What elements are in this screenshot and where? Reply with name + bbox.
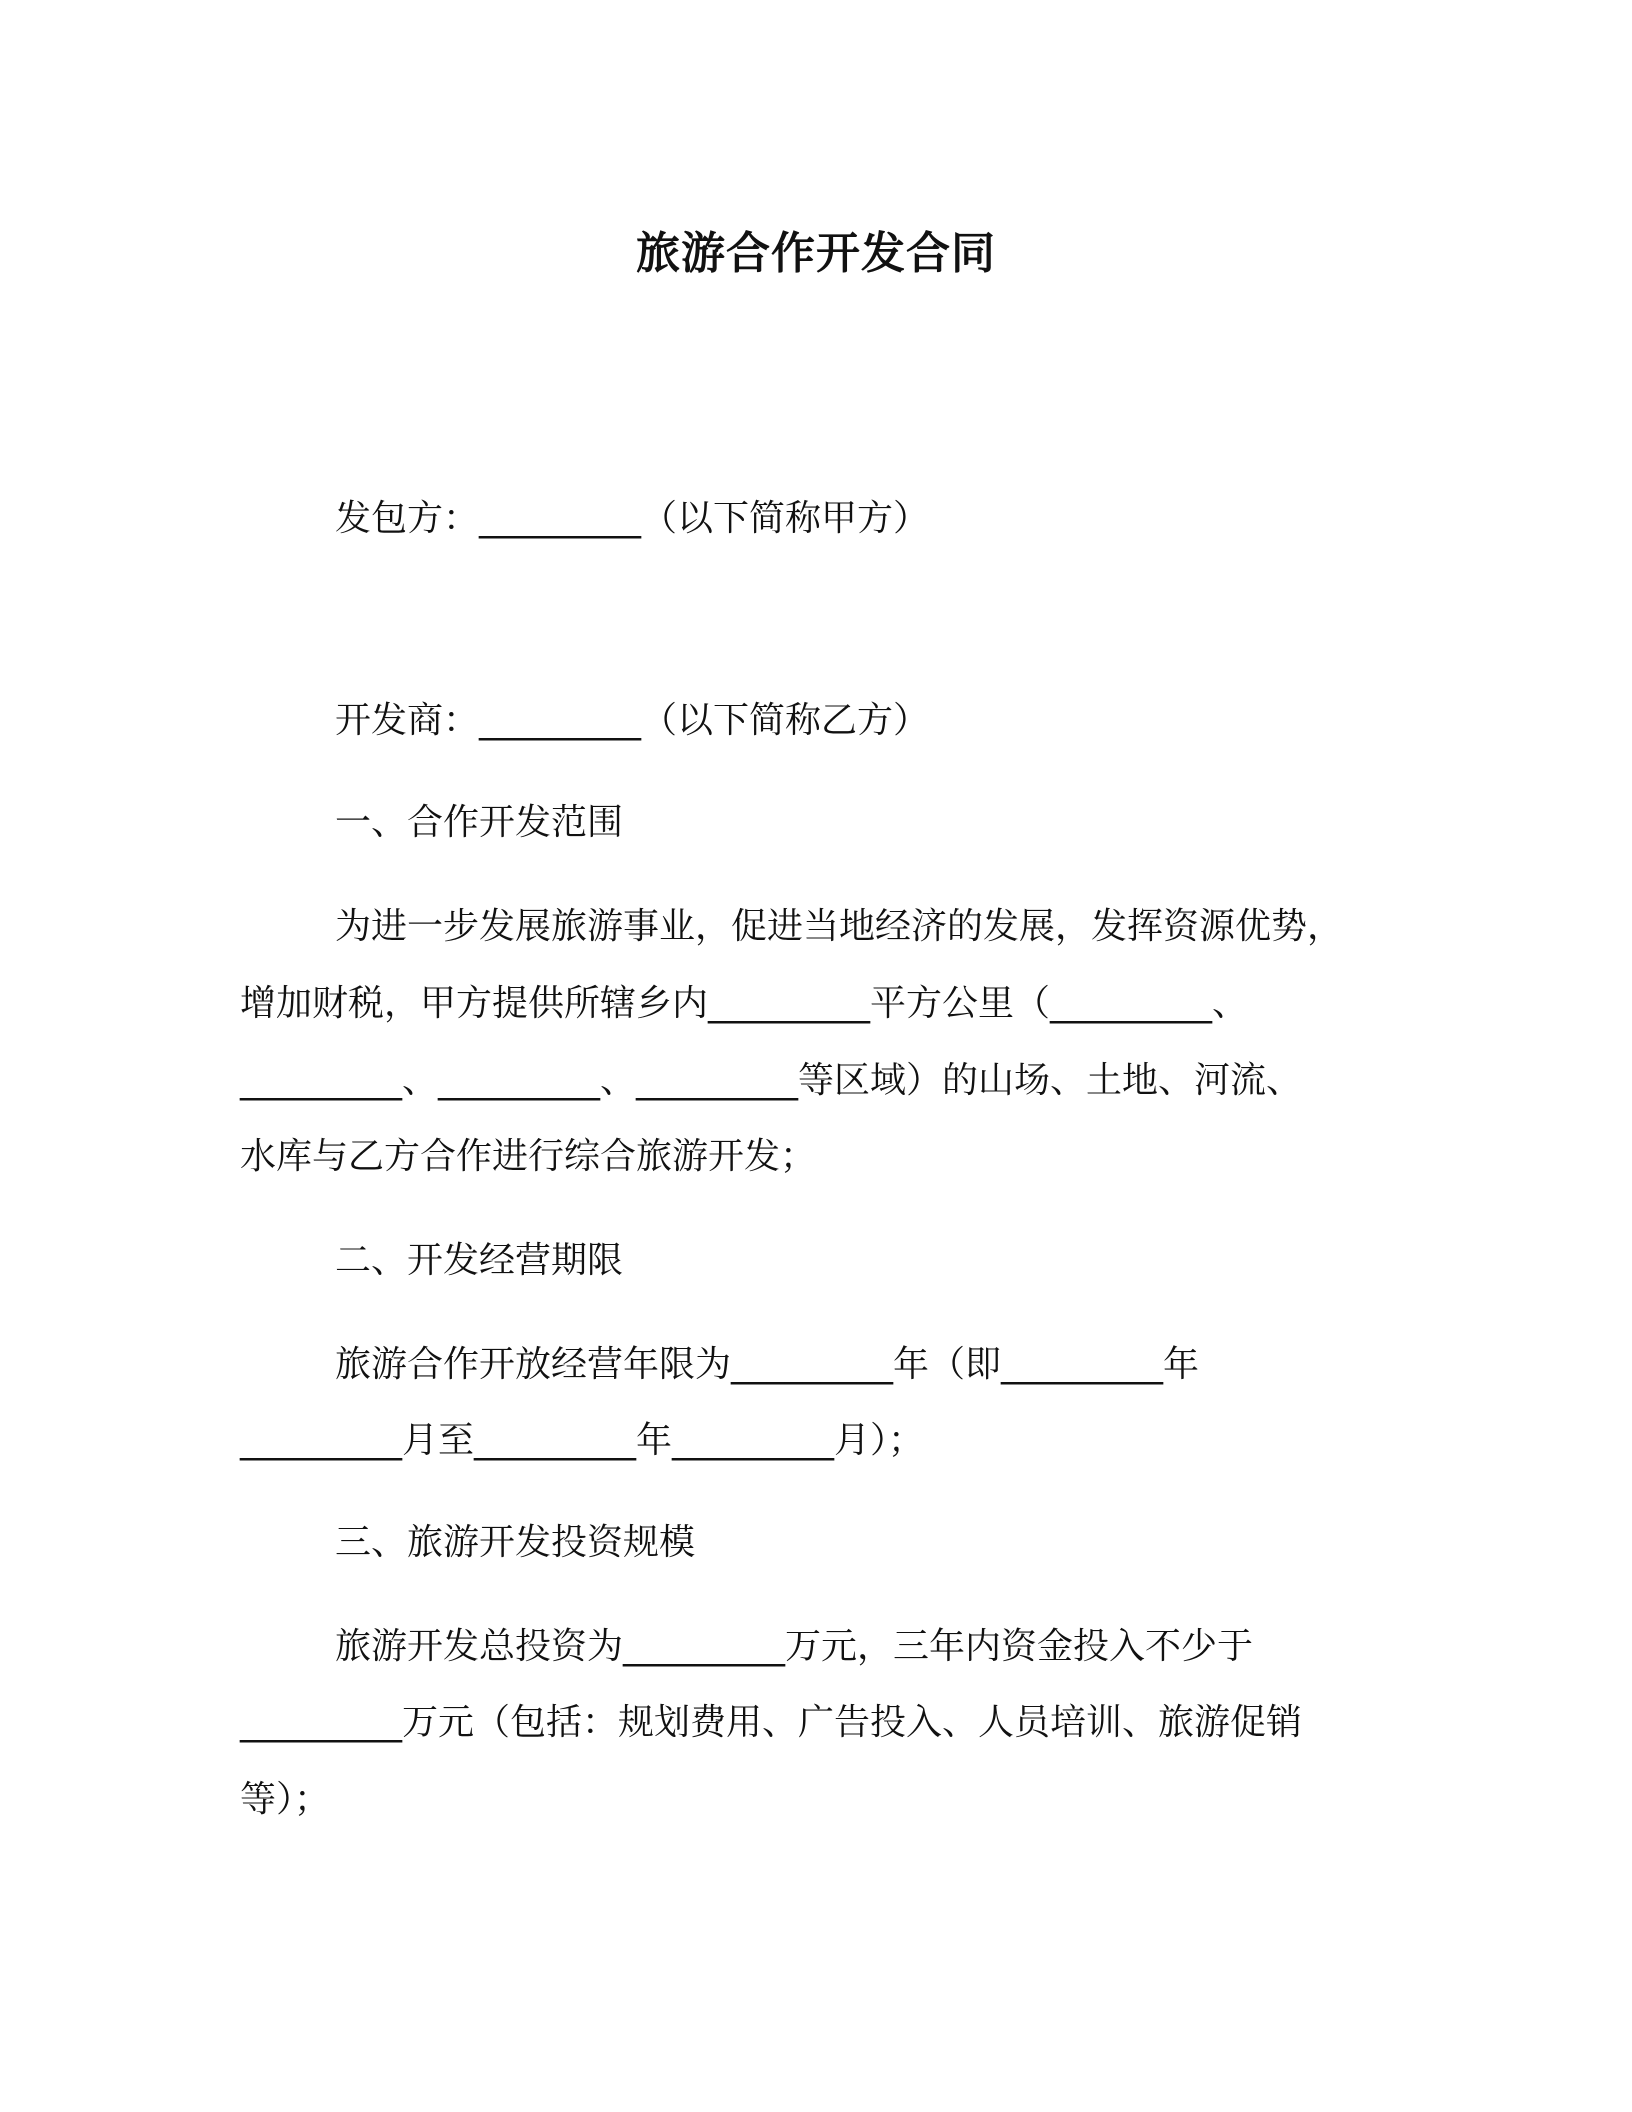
party-a-line: 发包方：_________（以下简称甲方） <box>335 498 930 539</box>
section2-line-1: 旅游合作开放经营年限为_________年（即_________年 <box>335 1344 1200 1385</box>
section3-heading: 三、旅游开发投资规模 <box>335 1522 696 1563</box>
section1-heading: 一、合作开发范围 <box>335 802 624 843</box>
section1-line-2: 增加财税，甲方提供所辖乡内_________平方公里（_________、 <box>240 983 1249 1024</box>
section2-line-2: _________月至_________年_________月）； <box>240 1420 925 1461</box>
section3-line-1: 旅游开发总投资为_________万元，三年内资金投入不少于 <box>335 1626 1254 1667</box>
document-title: 旅游合作开发合同 <box>636 228 996 279</box>
section2-heading: 二、开发经营期限 <box>335 1240 624 1281</box>
section1-line-3: _________、_________、_________等区域）的山场、土地、河流、 <box>240 1060 1303 1101</box>
section1-line-1: 为进一步发展旅游事业，促进当地经济的发展，发挥资源优势， <box>335 906 1344 947</box>
section1-line-4: 水库与乙方合作进行综合旅游开发； <box>240 1136 817 1177</box>
section3-line-3: 等）； <box>240 1779 331 1820</box>
section3-line-2: _________万元（包括：规划费用、广告投入、人员培训、旅游促销 <box>240 1702 1303 1743</box>
party-b-line: 开发商：_________（以下简称乙方） <box>335 700 930 741</box>
